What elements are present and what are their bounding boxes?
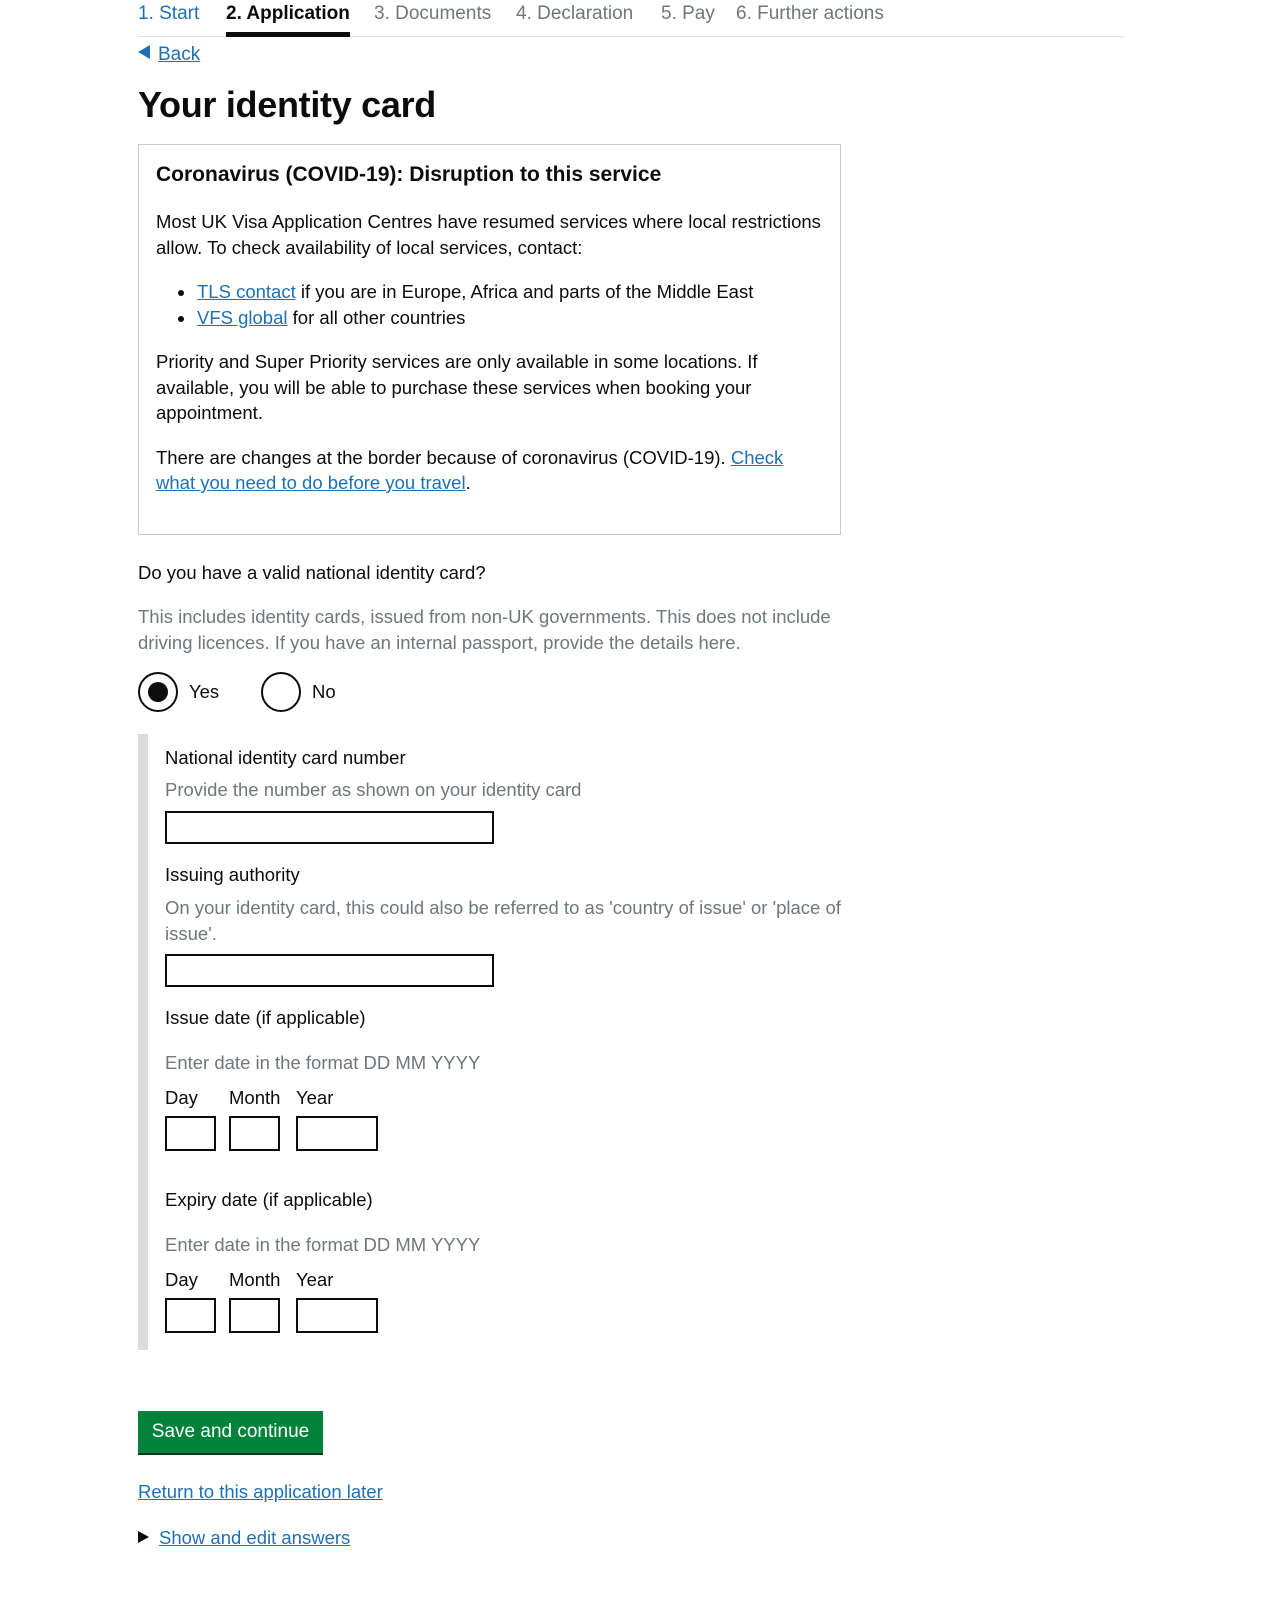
expiry-year-label: Year xyxy=(296,1269,334,1290)
notice-paragraph-3-end: . xyxy=(465,472,471,493)
page-container xyxy=(138,0,1124,1548)
vfs-global-text: for all other countries xyxy=(287,306,466,328)
radio-yes-control[interactable] xyxy=(138,672,178,712)
issue-date-label: Issue date (if applicable) xyxy=(165,1007,366,1028)
tls-contact-link[interactable]: TLS contact xyxy=(197,281,296,302)
radio-yes-label: Yes xyxy=(189,681,220,702)
radio-no-label: No xyxy=(312,681,336,702)
id-number-hint: Provide the number as shown on your identity card xyxy=(165,779,582,800)
step-start[interactable]: 1. Start xyxy=(138,3,200,24)
covid-notice xyxy=(138,144,841,535)
step-application[interactable]: 2. Application xyxy=(226,3,350,24)
id-number-label: National identity card number xyxy=(165,747,406,768)
expiry-date-label: Expiry date (if applicable) xyxy=(165,1189,373,1210)
step-further-actions: 6. Further actions xyxy=(736,3,884,24)
back-link[interactable] xyxy=(138,44,200,66)
issue-year-label: Year xyxy=(296,1087,334,1108)
id-number-input[interactable] xyxy=(165,811,494,844)
issue-day-label: Day xyxy=(165,1087,198,1108)
show-edit-answers-label: Show and edit answers xyxy=(159,1527,351,1548)
notice-paragraph-3 xyxy=(156,445,823,496)
save-and-continue-button[interactable]: Save and continue xyxy=(138,1411,323,1453)
radio-no-control[interactable] xyxy=(261,672,301,712)
notice-heading: Coronavirus (COVID-19): Disruption to this service xyxy=(156,163,662,186)
issuing-authority-label: Issuing authority xyxy=(165,864,300,885)
expiry-day-input[interactable] xyxy=(165,1298,216,1333)
issue-year-input[interactable] xyxy=(296,1116,378,1151)
check-before-travel-link[interactable]: Check what you need to do before you travel xyxy=(156,446,784,493)
step-navigation xyxy=(138,0,1124,37)
identity-card-details-panel xyxy=(138,734,843,1350)
issue-date-hint: Enter date in the format DD MM YYYY xyxy=(165,1052,481,1073)
step-declaration: 4. Declaration xyxy=(516,3,634,24)
expiry-date-hint: Enter date in the format DD MM YYYY xyxy=(165,1234,481,1255)
tls-contact-text: if you are in Europe, Africa and parts of the Middle East xyxy=(295,281,754,302)
identity-card-hint: This includes identity cards, issued from non-UK governments. This does not include driving licences. If you have an internal passport, provide the details here. xyxy=(138,606,831,653)
return-later-link[interactable]: Return to this application later xyxy=(138,1481,383,1502)
expiry-month-label: Month xyxy=(229,1269,281,1290)
issuing-authority-input[interactable] xyxy=(165,954,494,987)
notice-contact-list xyxy=(178,279,823,330)
expiry-day-label: Day xyxy=(165,1269,198,1290)
border-changes-text: There are changes at the border because of coronavirus (COVID-19). xyxy=(156,446,731,468)
page-title: Your identity card xyxy=(138,84,436,125)
identity-card-radios xyxy=(138,672,438,712)
radio-yes[interactable] xyxy=(138,672,219,712)
issue-month-input[interactable] xyxy=(229,1116,280,1151)
expiry-year-input[interactable] xyxy=(296,1298,378,1333)
expand-triangle-icon xyxy=(138,1531,149,1543)
vfs-global-link[interactable]: VFS global xyxy=(197,306,288,328)
identity-card-question: Do you have a valid national identity card? xyxy=(138,562,486,583)
show-edit-answers-toggle[interactable] xyxy=(138,1527,350,1549)
notice-paragraph-1: Most UK Visa Application Centres have resumed services where local restrictions allow. To check availability of local services, contact: xyxy=(156,211,821,258)
issuing-authority-hint: On your identity card, this could also be referred to as 'country of issue' or 'place of issue'. xyxy=(165,897,841,944)
back-arrow-icon xyxy=(138,45,150,59)
issue-day-input[interactable] xyxy=(165,1116,216,1151)
list-item xyxy=(178,305,823,331)
radio-no[interactable] xyxy=(261,672,336,712)
step-documents: 3. Documents xyxy=(374,3,492,24)
expiry-month-input[interactable] xyxy=(229,1298,280,1333)
issue-month-label: Month xyxy=(229,1087,281,1108)
step-pay: 5. Pay xyxy=(661,3,715,24)
list-item xyxy=(178,279,823,305)
back-link-label: Back xyxy=(158,44,201,65)
notice-paragraph-2: Priority and Super Priority services are only available in some locations. If available, you will be able to purchase these services when booking your appointment. xyxy=(156,351,758,423)
